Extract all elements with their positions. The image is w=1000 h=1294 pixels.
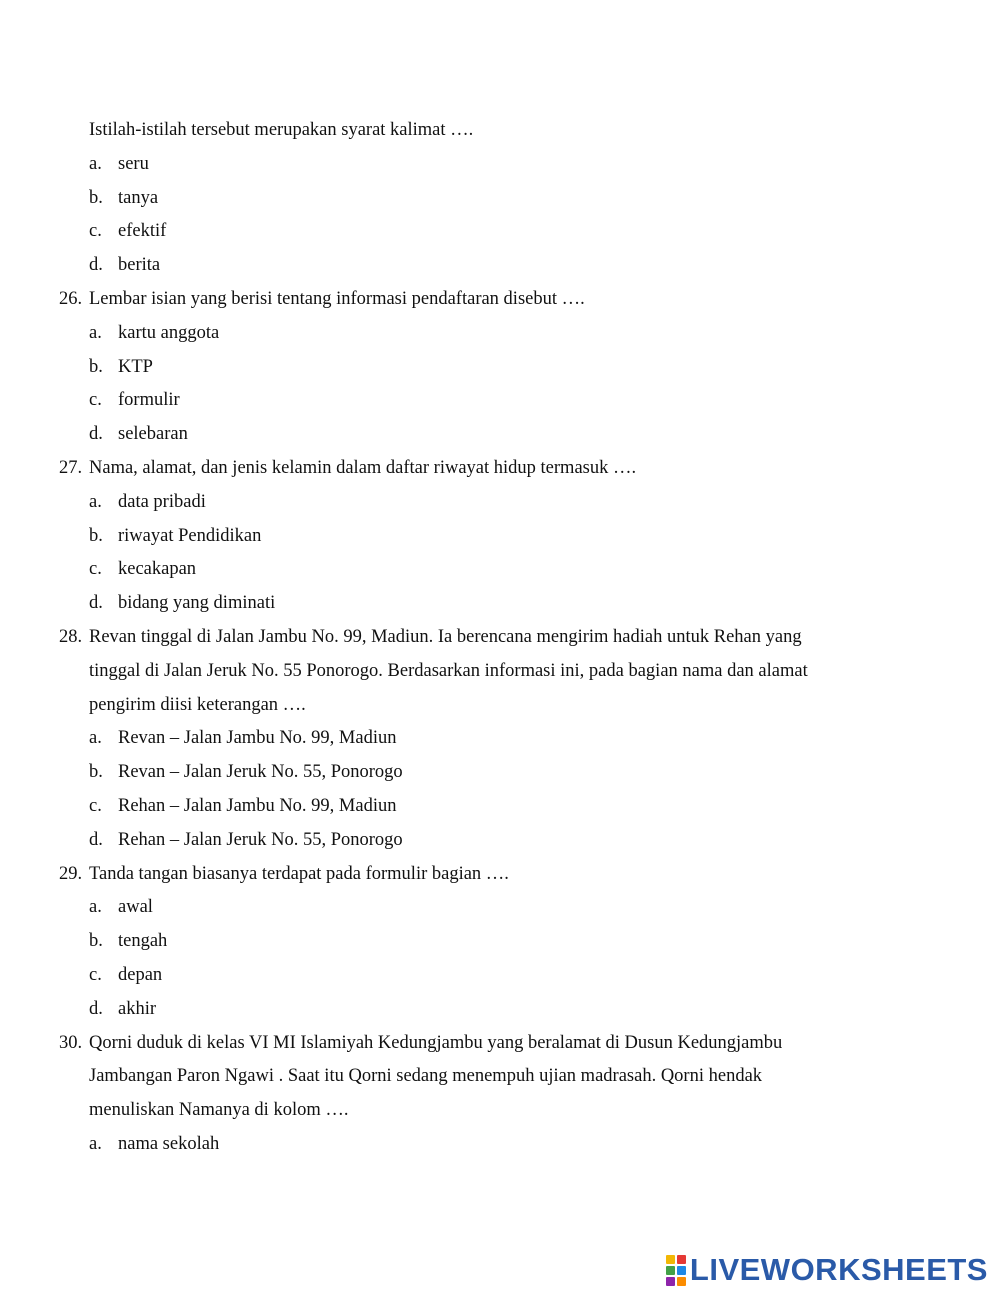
option-text: Rehan – Jalan Jambu No. 99, Madiun (118, 796, 397, 816)
question-number: 27. (59, 458, 83, 478)
option-text: seru (118, 153, 149, 174)
question-number: 28. (59, 627, 83, 647)
option-text: formulir (118, 390, 180, 411)
logo-square (677, 1266, 686, 1275)
option-text: data pribadi (118, 491, 206, 512)
option-text: Revan – Jalan Jeruk No. 55, Ponorogo (118, 762, 403, 783)
logo-square (677, 1255, 686, 1264)
option-letter: c. (89, 796, 102, 816)
liveworksheets-logo (666, 1252, 988, 1288)
option-text: efektif (118, 221, 167, 242)
option-letter: d. (89, 829, 103, 850)
option-letter: b. (89, 356, 103, 377)
question-text: Istilah-istilah tersebut merupakan syarat kalimat …. (89, 120, 474, 140)
option-letter: b. (89, 931, 103, 952)
option-letter: c. (89, 559, 102, 580)
question-text: Revan tinggal di Jalan Jambu No. 99, Madiun. Ia berencana mengirim hadiah untuk Rehan yang (89, 627, 802, 647)
option-letter: b. (89, 525, 103, 546)
question-text: Qorni duduk di kelas VI MI Islamiyah Kedungjambu yang beralamat di Dusun Kedungjambu (89, 1032, 783, 1053)
option-text: berita (118, 255, 161, 276)
question-number: 30. (59, 1032, 83, 1053)
question-number: 29. (59, 863, 83, 884)
option-letter: c. (89, 221, 102, 242)
question-text: pengirim diisi keterangan …. (89, 694, 306, 715)
logo-square (677, 1277, 686, 1286)
question-number: 26. (59, 289, 83, 309)
option-letter: d. (89, 998, 103, 1019)
option-text: bidang yang diminati (118, 593, 276, 614)
question-text: Lembar isian yang berisi tentang informasi pendaftaran disebut …. (89, 289, 585, 309)
option-text: kartu anggota (118, 322, 220, 343)
option-letter: b. (89, 762, 103, 783)
option-text: Revan – Jalan Jambu No. 99, Madiun (118, 728, 397, 749)
question-text: Nama, alamat, dan jenis kelamin dalam daftar riwayat hidup termasuk …. (89, 458, 637, 478)
option-letter: a. (89, 1134, 102, 1154)
logo-square (666, 1255, 675, 1264)
option-text: riwayat Pendidikan (118, 525, 262, 546)
option-text: depan (118, 965, 163, 985)
option-letter: b. (89, 187, 103, 208)
option-text: akhir (118, 998, 157, 1019)
question-text: menuliskan Namanya di kolom …. (89, 1100, 349, 1121)
option-text: awal (118, 897, 153, 918)
option-text: tanya (118, 187, 159, 208)
question-text: Jambangan Paron Ngawi . Saat itu Qorni sedang menempuh ujian madrasah. Qorni hendak (89, 1066, 763, 1087)
logo-square (666, 1266, 675, 1275)
option-text: Rehan – Jalan Jeruk No. 55, Ponorogo (118, 829, 403, 850)
question-text: tinggal di Jalan Jeruk No. 55 Ponorogo. Berdasarkan informasi ini, pada bagian nama dan alamat (89, 660, 808, 681)
logo-mark-icon (666, 1255, 686, 1286)
option-letter: d. (89, 424, 103, 445)
option-letter: d. (89, 593, 103, 614)
option-text: tengah (118, 931, 168, 952)
option-letter: d. (89, 255, 103, 276)
option-letter: a. (89, 153, 102, 174)
logo-text: LIVEWORKSHEETS (689, 1252, 988, 1287)
question-text: Tanda tangan biasanya terdapat pada formulir bagian …. (89, 863, 509, 884)
option-text: selebaran (118, 424, 188, 445)
option-letter: a. (89, 728, 102, 749)
logo-square (666, 1277, 675, 1286)
option-text: nama sekolah (118, 1134, 220, 1154)
option-letter: a. (89, 322, 102, 343)
option-letter: a. (89, 491, 102, 512)
option-letter: c. (89, 390, 102, 411)
option-text: kecakapan (118, 559, 197, 580)
option-letter: c. (89, 965, 102, 985)
option-letter: a. (89, 897, 102, 918)
option-text: KTP (118, 356, 153, 377)
